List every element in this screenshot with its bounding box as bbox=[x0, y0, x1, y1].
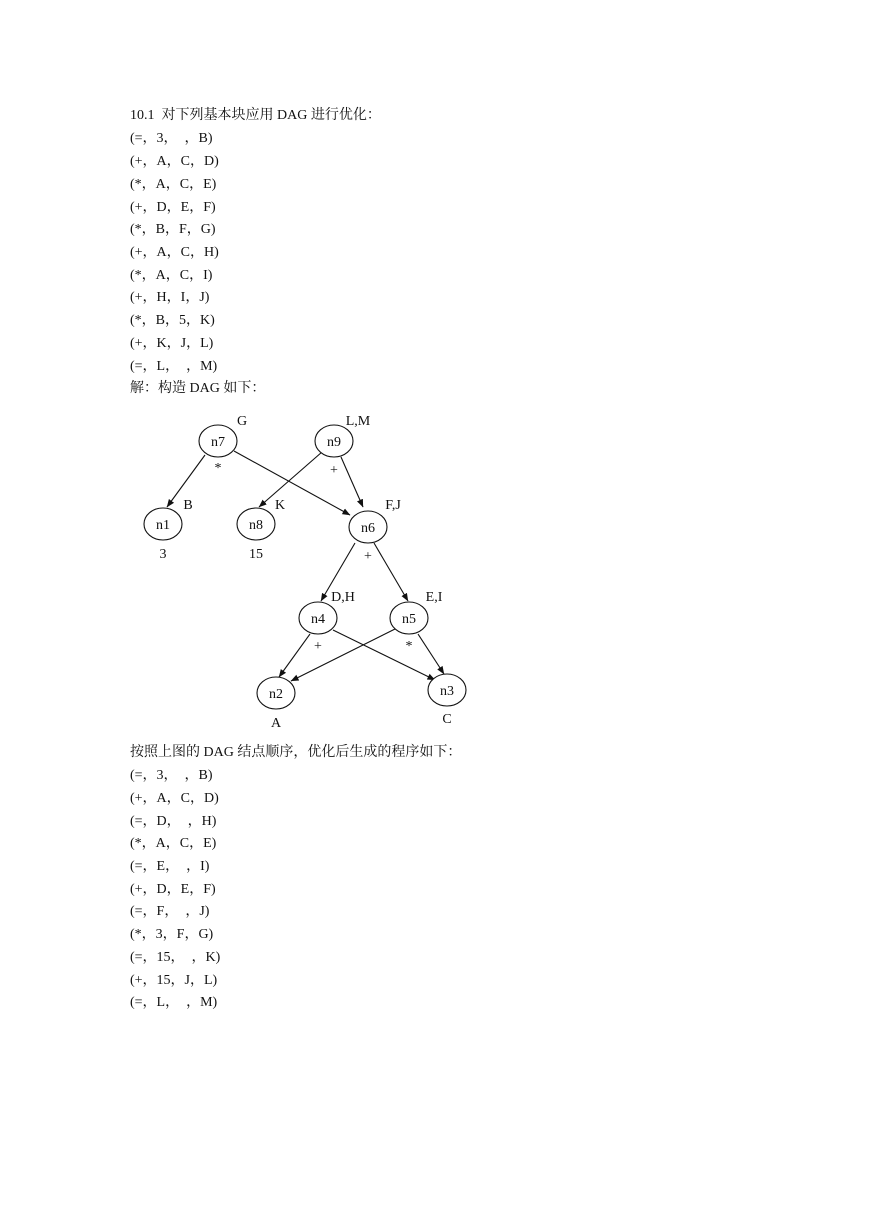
node-n9 bbox=[315, 414, 371, 478]
node-n8-value: 15 bbox=[249, 547, 263, 562]
node-n8 bbox=[237, 498, 285, 562]
node-n9-label: n9 bbox=[327, 435, 341, 450]
edge-n6-n5 bbox=[374, 543, 408, 601]
node-n2-label: n2 bbox=[269, 687, 283, 702]
node-n5 bbox=[390, 590, 443, 654]
node-n7-op: * bbox=[214, 461, 222, 476]
node-n6-op: + bbox=[364, 549, 372, 564]
problem-line: (+，A，C，H) bbox=[130, 245, 219, 260]
node-n9-tag: L,M bbox=[345, 414, 371, 429]
edge-n9-n6 bbox=[341, 457, 363, 507]
node-n1 bbox=[144, 498, 193, 562]
edge-n4-n2 bbox=[279, 634, 310, 677]
node-n8-tag: K bbox=[274, 498, 286, 513]
problem-line: (+，K，J，L) bbox=[130, 336, 214, 351]
result-line: (=，15， ，K) bbox=[130, 950, 221, 965]
node-n4-op: + bbox=[314, 639, 322, 654]
edge-n5-n2 bbox=[291, 629, 395, 681]
node-n7-label: n7 bbox=[211, 435, 225, 450]
node-n1-value: 3 bbox=[159, 547, 167, 562]
result-line: (+，D，E，F) bbox=[130, 882, 216, 897]
problem-line: (+，A，C，D) bbox=[130, 154, 219, 169]
node-n4 bbox=[299, 590, 355, 654]
result-line: (=，D， ，H) bbox=[130, 814, 217, 829]
result-line: (+，A，C，D) bbox=[130, 791, 219, 806]
node-n7 bbox=[199, 414, 247, 476]
node-n6 bbox=[349, 498, 401, 564]
problem-line: (+，H，I，J) bbox=[130, 290, 210, 305]
node-n7-tag: G bbox=[236, 414, 248, 429]
node-n5-op: * bbox=[405, 639, 413, 654]
node-n4-label: n4 bbox=[311, 612, 325, 627]
problem-line: (*，B，5，K) bbox=[130, 313, 215, 328]
result-line: (=，E， ，I) bbox=[130, 859, 210, 874]
problem-line: (*，A，C，E) bbox=[130, 177, 217, 192]
result-line: (*，A，C，E) bbox=[130, 836, 217, 851]
node-n5-tag: E,I bbox=[425, 590, 443, 605]
node-n4-tag: D,H bbox=[331, 590, 355, 605]
node-n2 bbox=[257, 677, 295, 731]
node-n8-label: n8 bbox=[249, 518, 263, 533]
problem-heading: 10.1 对下列基本块应用 DAG 进行优化： bbox=[130, 108, 381, 123]
node-n2-value: A bbox=[270, 716, 282, 731]
node-n3-label: n3 bbox=[440, 684, 454, 699]
problem-line: (+，D，E，F) bbox=[130, 200, 216, 215]
node-n9-op: + bbox=[330, 463, 338, 478]
solution-intro: 解：构造 DAG 如下： bbox=[130, 381, 266, 396]
node-n5-label: n5 bbox=[402, 612, 416, 627]
node-n1-tag: B bbox=[183, 498, 193, 513]
node-n1-label: n1 bbox=[156, 518, 170, 533]
node-n3 bbox=[428, 674, 466, 727]
node-n3-value: C bbox=[442, 712, 452, 727]
problem-line: (*，B，F，G) bbox=[130, 222, 216, 237]
edge-n5-n3 bbox=[418, 634, 444, 674]
result-line: (+，15，J，L) bbox=[130, 973, 218, 988]
problem-line: (*，A，C，I) bbox=[130, 268, 213, 283]
result-line: (=，L， ，M) bbox=[130, 995, 218, 1010]
node-n6-tag: F,J bbox=[385, 498, 401, 513]
node-n6-label: n6 bbox=[361, 521, 375, 536]
edge-n7-n6 bbox=[234, 451, 350, 515]
result-line: (=，F， ，J) bbox=[130, 904, 210, 919]
result-intro: 按照上图的 DAG 结点顺序，优化后生成的程序如下： bbox=[130, 745, 462, 760]
problem-line: (=，L， ，M) bbox=[130, 359, 218, 374]
problem-line: (=，3， ，B) bbox=[130, 131, 213, 146]
result-line: (=，3， ，B) bbox=[130, 768, 213, 783]
result-line: (*，3，F，G) bbox=[130, 927, 214, 942]
edge-n9-n8 bbox=[259, 452, 322, 507]
